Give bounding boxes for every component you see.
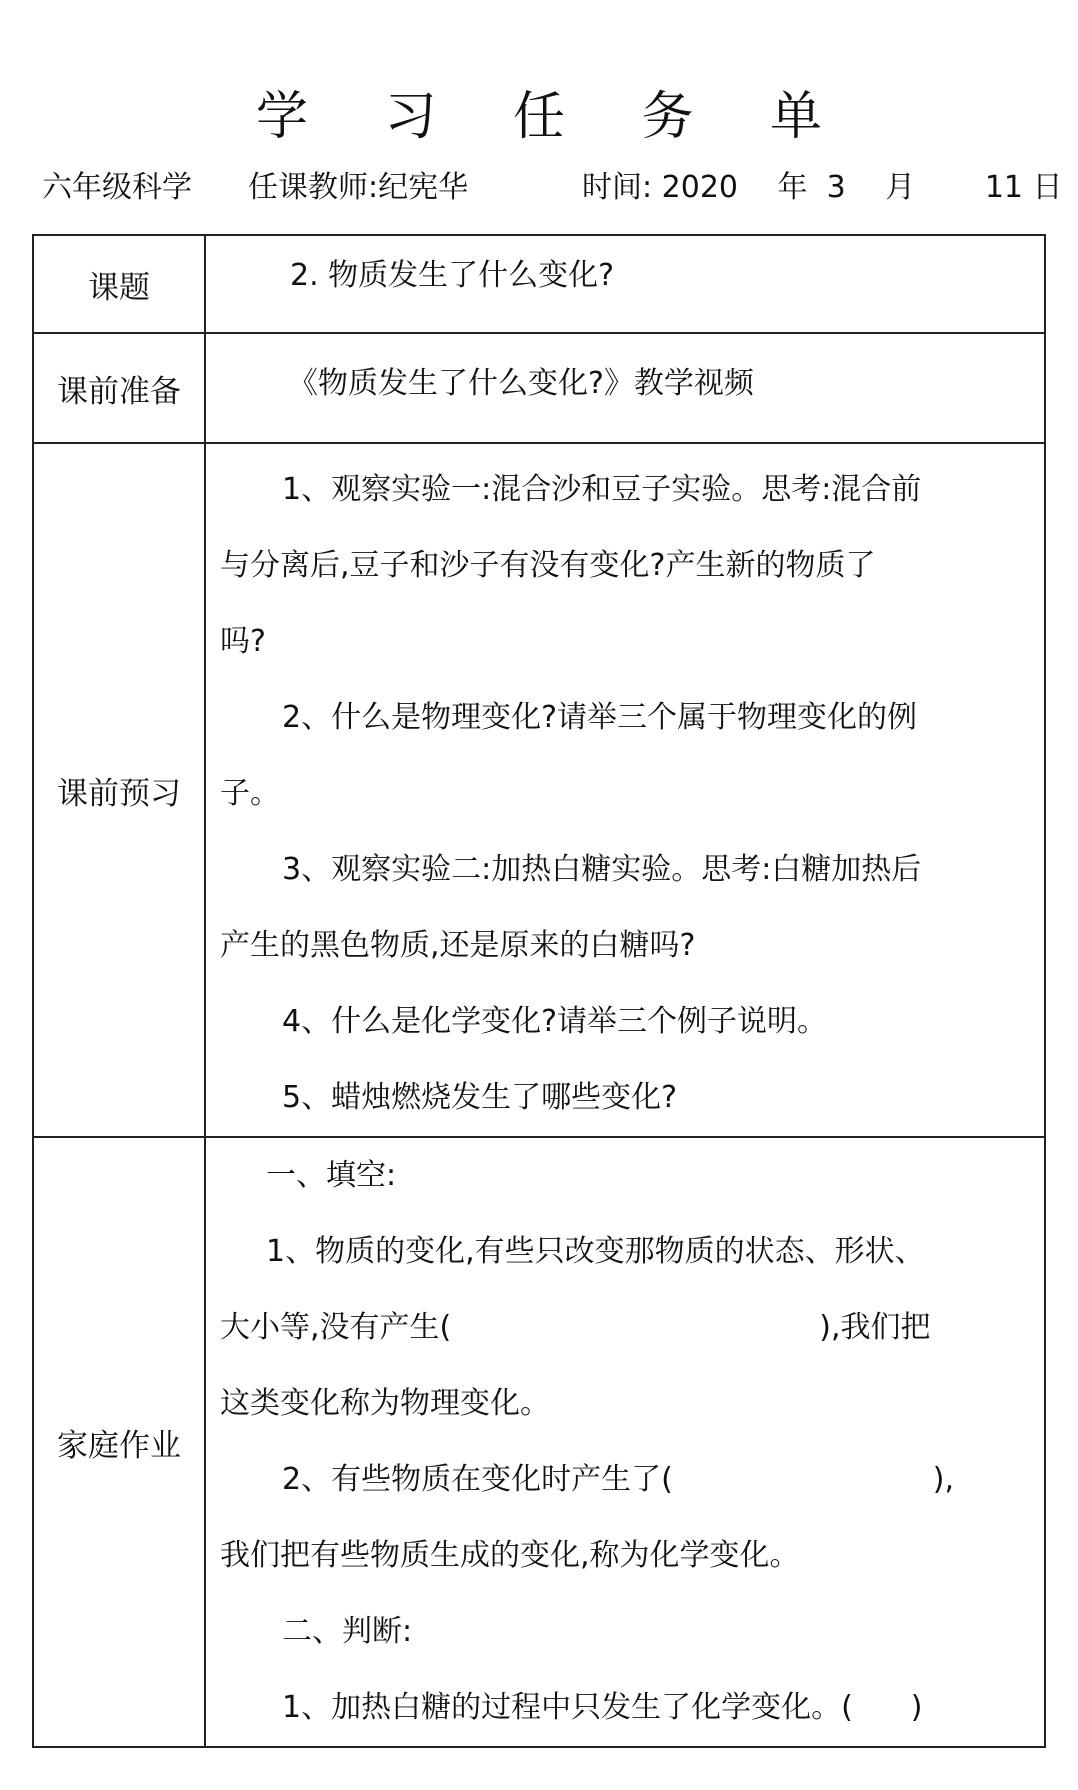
preview-label: 课前预习 [33, 443, 205, 1137]
date-month-unit: 月 [885, 170, 916, 205]
preview-line: 5、蜡烛燃烧发生了哪些变化? [282, 1080, 678, 1115]
q2-line1-post: ), [932, 1462, 955, 1497]
q2-line1-pre: 2、有些物质在变化时产生了( [282, 1462, 673, 1497]
homework-line: 1、物质的变化,有些只改变那物质的状态、形状、 [266, 1234, 925, 1269]
topic-cell [205, 235, 1045, 333]
date-day-unit: 日 [1032, 170, 1063, 205]
prep-cell [205, 333, 1045, 443]
preview-line: 产生的黑色物质,还是原来的白糖吗? [220, 928, 696, 963]
table-row-prep [33, 333, 1045, 443]
page-title: 学 习 任 务 单 [255, 87, 853, 147]
preview-cell [205, 443, 1045, 1137]
date-month: 3 [826, 170, 846, 205]
preview-line: 与分离后,豆子和沙子有没有变化?产生新的物质了 [220, 548, 876, 583]
date-year: 时间: 2020 [582, 170, 738, 205]
homework-line: 我们把有些物质生成的变化,称为化学变化。 [220, 1538, 800, 1573]
homework-line [220, 1442, 1030, 1518]
q1-line2-post: ),我们把 [819, 1310, 931, 1345]
date-line [582, 168, 1063, 208]
j1-pre: 1、加热白糖的过程中只发生了化学变化。( [282, 1690, 853, 1725]
preview-line: 吗? [220, 624, 266, 659]
table-row-topic [33, 235, 1045, 333]
fill-heading: 一、填空: [266, 1158, 397, 1193]
preview-line: 1、观察实验一:混合沙和豆子实验。思考:混合前 [282, 472, 922, 507]
preview-line: 2、什么是物理变化?请举三个属于物理变化的例 [282, 700, 918, 735]
preview-line: 3、观察实验二:加热白糖实验。思考:白糖加热后 [282, 852, 922, 887]
j1-post: ) [910, 1690, 923, 1725]
teacher-label: 任课教师:纪宪华 [248, 170, 469, 205]
table-row-preview [33, 443, 1045, 1137]
homework-label: 家庭作业 [33, 1137, 205, 1747]
date-day: 11 [984, 170, 1023, 205]
preview-line: 4、什么是化学变化?请举三个例子说明。 [282, 1004, 828, 1039]
homework-cell [205, 1137, 1045, 1747]
table-row-homework [33, 1137, 1045, 1747]
preview-line: 子。 [220, 776, 280, 811]
date-year-unit: 年 [777, 170, 808, 205]
judge-heading: 二、判断: [282, 1614, 413, 1649]
topic-label: 课题 [33, 235, 205, 333]
topic-text: 2. 物质发生了什么变化? [290, 258, 615, 293]
subject-label: 六年级科学 [42, 170, 192, 205]
prep-label: 课前准备 [33, 333, 205, 443]
homework-line: 这类变化称为物理变化。 [220, 1386, 550, 1421]
homework-line [220, 1290, 1030, 1366]
prep-text: 《物质发生了什么变化?》教学视频 [288, 366, 754, 401]
q1-line2-pre: 大小等,没有产生( [220, 1310, 452, 1345]
homework-line [220, 1670, 1030, 1746]
task-table [32, 234, 1046, 1748]
